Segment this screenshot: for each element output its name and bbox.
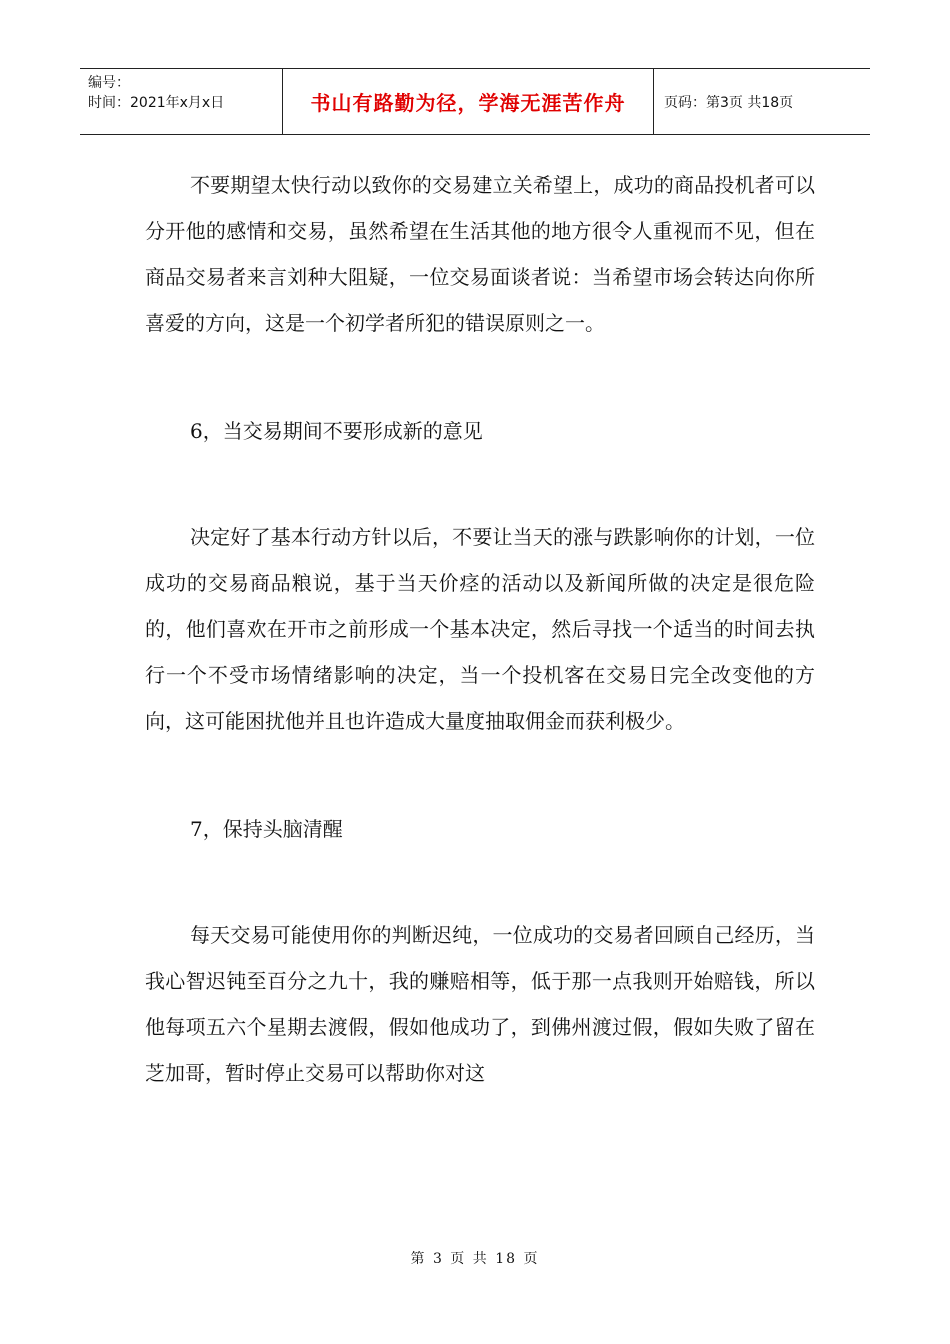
spacer [145, 346, 815, 408]
section-heading-7: 7，保持头脑清醒 [190, 817, 343, 841]
page-footer: 第 3 页 共 18 页 [410, 1251, 540, 1267]
section-heading-6: 6，当交易期间不要形成新的意见 [190, 419, 483, 443]
document-date: 时间：2021年x月x日 [88, 95, 225, 111]
spacer [145, 852, 815, 912]
paragraph-2: 决定好了基本行动方针以后，不要让当天的涨与跌影响你的计划，一位成功的交易商品粮说，基于当天价痉的活动以及新闻所做的决定是很危险的，他们喜欢在开市之前形成一个基本决定，然后寻找一个适当的时间去执行一个不受市场情绪影响的决定，当一个投机客在交易日完全改变他的方向，这可能困扰他并且也许造成大量度抽取佣金而获利极少。 [145, 525, 815, 733]
paragraph-3: 每天交易可能使用你的判断迟纯，一位成功的交易者回顾自己经历，当我心智迟钝至百分之九十，我的赚赔相等，低于那一点我则开始赔钱，所以他每项五六个星期去渡假，假如他成功了，到佛州渡过假，假如失败了留在芝加哥，暂时停止交易可以帮助你对这 [145, 923, 815, 1085]
header-page-number: 页码：第3页 共18页 [664, 94, 794, 111]
document-number-label: 编号： [88, 75, 130, 91]
document-body [145, 162, 815, 1096]
header-motto: 书山有路勤为径，学海无涯苦作舟 [282, 69, 654, 134]
header-meta [80, 69, 282, 134]
document-header [80, 68, 870, 135]
paragraph-1: 不要期望太快行动以致你的交易建立关希望上，成功的商品投机者可以分开他的感情和交易，虽然希望在生活其他的地方很令人重视而不见，但在商品交易者来言刘种大阻疑，一位交易面谈者说：当希望市场会转达向你所喜爱的方向，这是一个初学者所犯的错误原则之一。 [145, 173, 815, 335]
spacer [145, 454, 815, 514]
spacer [145, 744, 815, 806]
